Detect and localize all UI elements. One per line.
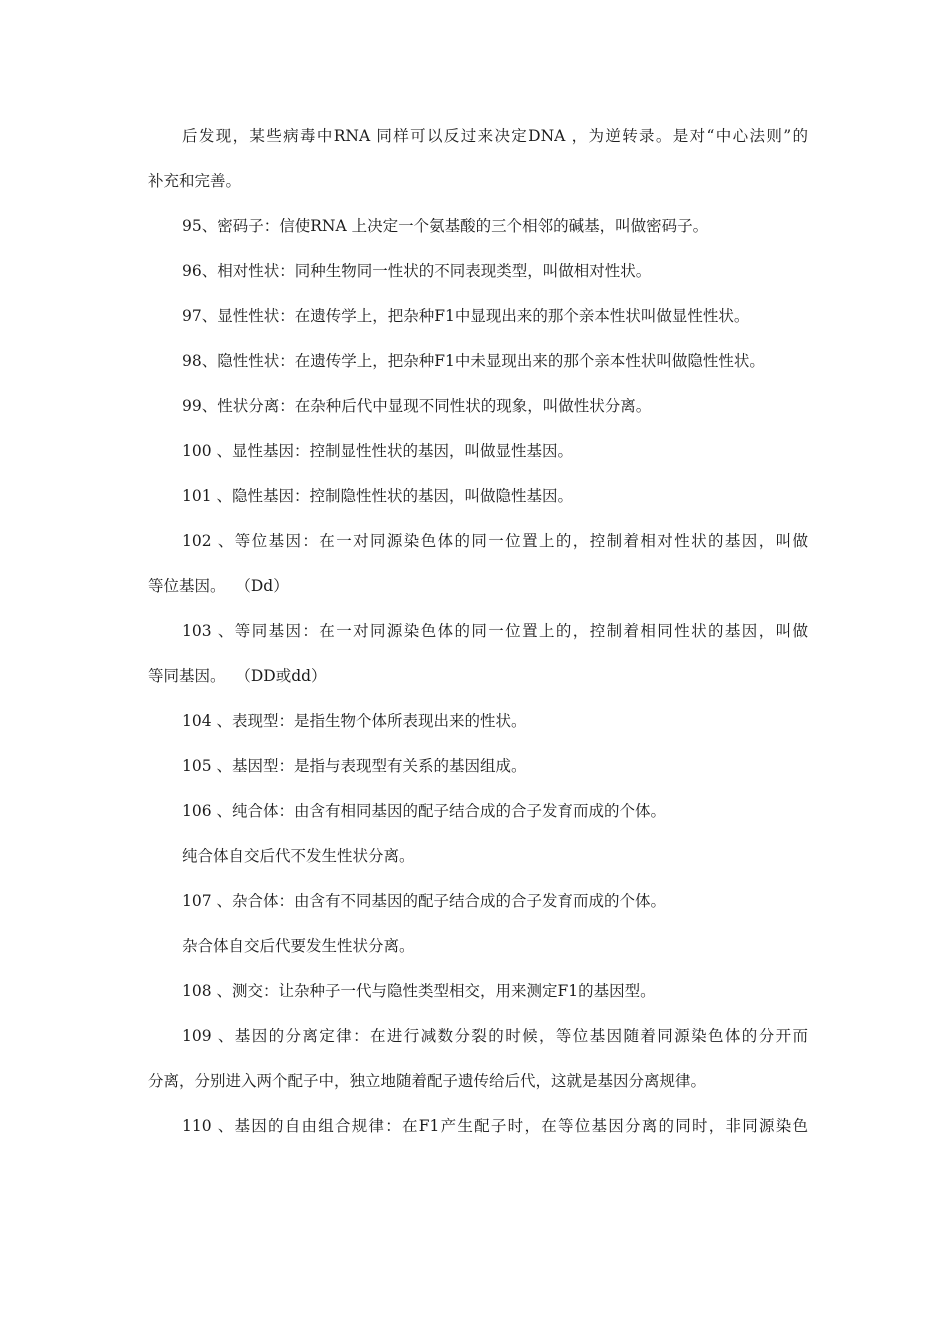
text-line: 等同基因。 （DD或dd）: [148, 667, 327, 685]
text-line: 等位基因。 （Dd）: [148, 577, 289, 595]
text-line: 分离，分别进入两个配子中，独立地随着配子遗传给后代，这就是基因分离规律。: [148, 1072, 707, 1090]
text-line: 纯合体自交后代不发生性状分离。: [182, 847, 415, 865]
definition-103: 103 、等同基因：在一对同源染色体的同一位置上的，控制着相同性状的基因，叫做: [182, 622, 808, 640]
definition-100: 100 、显性基因：控制显性性状的基因，叫做显性基因。: [182, 442, 574, 460]
definition-104: 104 、表现型：是指生物个体所表现出来的性状。: [182, 712, 527, 730]
definition-95: 95、密码子：信使RNA 上决定一个氨基酸的三个相邻的碱基，叫做密码子。: [182, 217, 709, 235]
text-line: 补充和完善。: [148, 172, 242, 190]
definition-109: 109 、基因的分离定律：在进行减数分裂的时候，等位基因随着同源染色体的分开而: [182, 1027, 808, 1045]
definition-96: 96、相对性状：同种生物同一性状的不同表现类型，叫做相对性状。: [182, 262, 652, 280]
text-line: 后发现，某些病毒中RNA 同样可以反过来决定DNA ，为逆转录。是对“中心法则”的: [182, 127, 808, 145]
text-line: 杂合体自交后代要发生性状分离。: [182, 937, 415, 955]
document-body: [148, 124, 808, 1159]
definition-98: 98、隐性性状：在遗传学上，把杂种F1中未显现出来的那个亲本性状叫做隐性性状。: [182, 352, 765, 370]
definition-97: 97、显性性状：在遗传学上，把杂种F1中显现出来的那个亲本性状叫做显性性状。: [182, 307, 750, 325]
definition-106: 106 、纯合体：由含有相同基因的配子结合成的合子发育而成的个体。: [182, 802, 667, 820]
definition-107: 107 、杂合体：由含有不同基因的配子结合成的合子发育而成的个体。: [182, 892, 667, 910]
definition-99: 99、性状分离：在杂种后代中显现不同性状的现象，叫做性状分离。: [182, 397, 652, 415]
definition-101: 101 、隐性基因：控制隐性性状的基因，叫做隐性基因。: [182, 487, 574, 505]
definition-105: 105 、基因型：是指与表现型有关系的基因组成。: [182, 757, 527, 775]
definition-110: 110 、基因的自由组合规律：在F1产生配子时，在等位基因分离的同时，非同源染色: [182, 1117, 808, 1135]
definition-102: 102 、等位基因：在一对同源染色体的同一位置上的，控制着相对性状的基因，叫做: [182, 532, 808, 550]
definition-108: 108 、测交：让杂种子一代与隐性类型相交，用来测定F1的基因型。: [182, 982, 656, 1000]
